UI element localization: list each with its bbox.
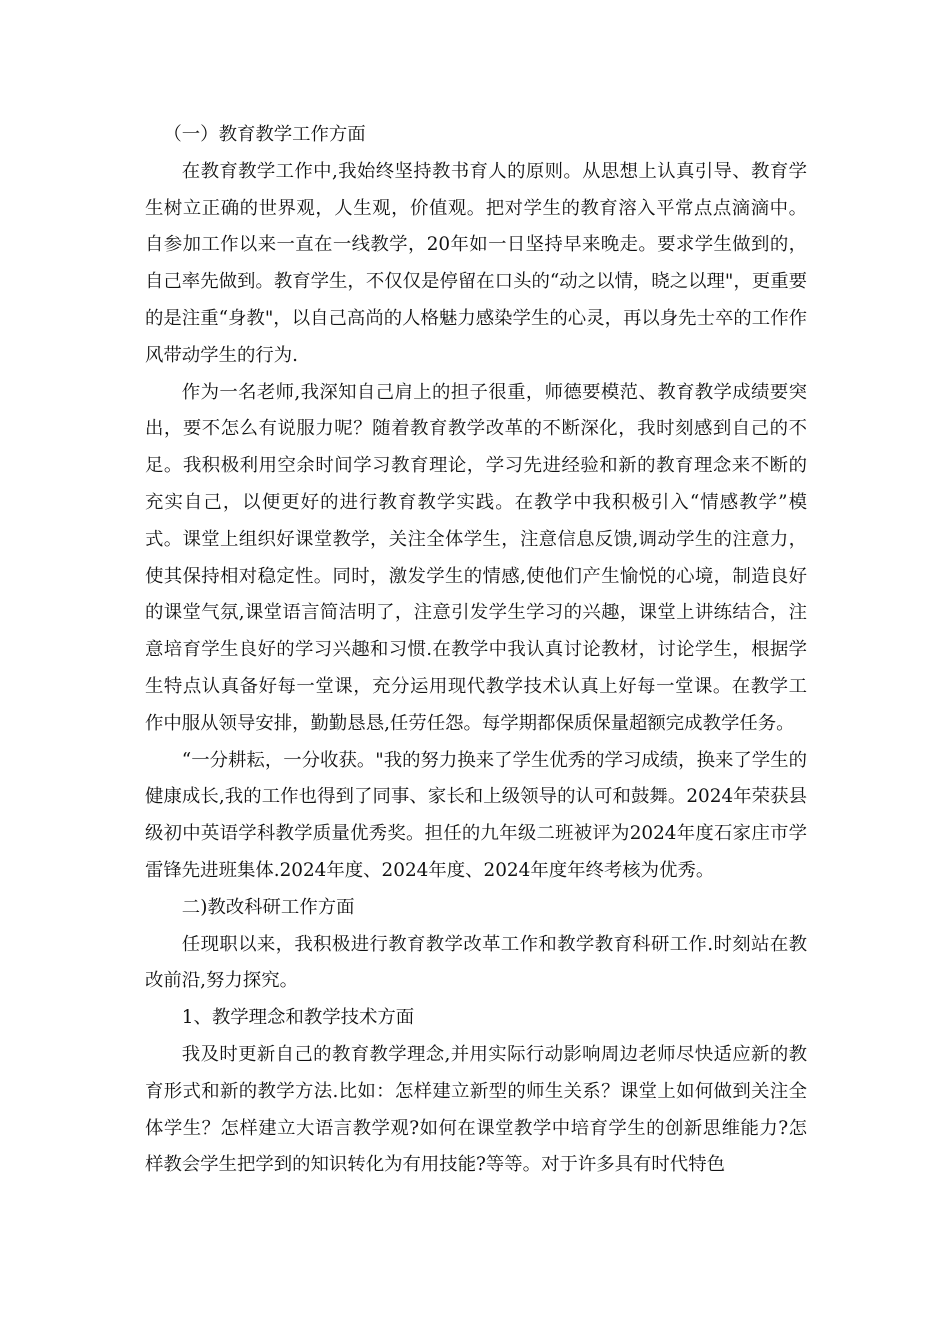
paragraph-teacher-responsibility: 作为一名老师,我深知自己肩上的担子很重，师德要模范、教育教学成绩要突出，要不怎么有说服力呢？随着教育教学改革的不断深化，我时刻感到自己的不足。我积极利用空余时间学习教育理论，学习先进经验和新的教育理念来不断的充实自己，以便更好的进行教育教学实践。在教学中我积极引入“情感教学”模式。课堂上组织好课堂教学，关注全体学生，注意信息反馈,调动学生的注意力，使其保持相对稳定性。同时，激发学生的情感,使他们产生愉悦的心境，制造良好的课堂气氛,课堂语言简洁明了，注意引发学生学习的兴趣，课堂上讲练结合，注意培育学生良好的学习兴趣和习惯.在教学中我认真讨论教材，讨论学生，根据学生特点认真备好每一堂课，充分运用现代教学技术认真上好每一堂课。在教学工作中服从领导安排，勤勤恳恳,任劳任怨。每学期都保质保量超额完成教学任务。	[145, 381, 807, 734]
paragraph-teaching-principles: 在教育教学工作中,我始终坚持教书育人的原则。从思想上认真引导、教育学生树立正确的世界观，人生观，价值观。把对学生的教育溶入平常点点滴滴中。自参加工作以来一直在一线教学，20年如一日坚持早来晚走。要求学生做到的，自己率先做到。教育学生，不仅仅是停留在口头的“动之以情，晓之以理"，更重要的是注重“身教"，以自己高尚的人格魅力感染学生的心灵，再以身先士卒的工作作风带动学生的行为.	[145, 160, 807, 366]
paragraph-concepts: 我及时更新自己的教育教学理念,并用实际行动影响周边老师尽快适应新的教育形式和新的教学方法.比如：怎样建立新型的师生关系？课堂上如何做到关注全体学生？怎样建立大语言教学观?如何在课堂教学中培育学生的创新思维能力?怎样教会学生把学到的知识转化为有用技能?等等。对于许多具有时代特色	[145, 1043, 807, 1176]
document-body	[145, 117, 807, 1184]
subsection-heading-concepts: 1、教学理念和教学技术方面	[181, 1007, 415, 1029]
section-heading-research: 二)教改科研工作方面	[181, 896, 355, 918]
section-heading-teaching: （一）教育教学工作方面	[163, 124, 366, 145]
paragraph-achievements: “一分耕耘，一分收获。"我的努力换来了学生优秀的学习成绩，换来了学生的健康成长,我的工作也得到了同事、家长和上级领导的认可和鼓舞。2024年荣获县级初中英语学科教学质量优秀奖。担任的九年级二班被评为2024年度石家庄市学雷锋先进班集体.2024年度、2024年度、2024年度年终考核为优秀。	[145, 749, 807, 881]
paragraph-research-intro: 任现职以来，我积极进行教育教学改革工作和教学教育科研工作.时刻站在教改前沿,努力探究。	[145, 933, 807, 992]
